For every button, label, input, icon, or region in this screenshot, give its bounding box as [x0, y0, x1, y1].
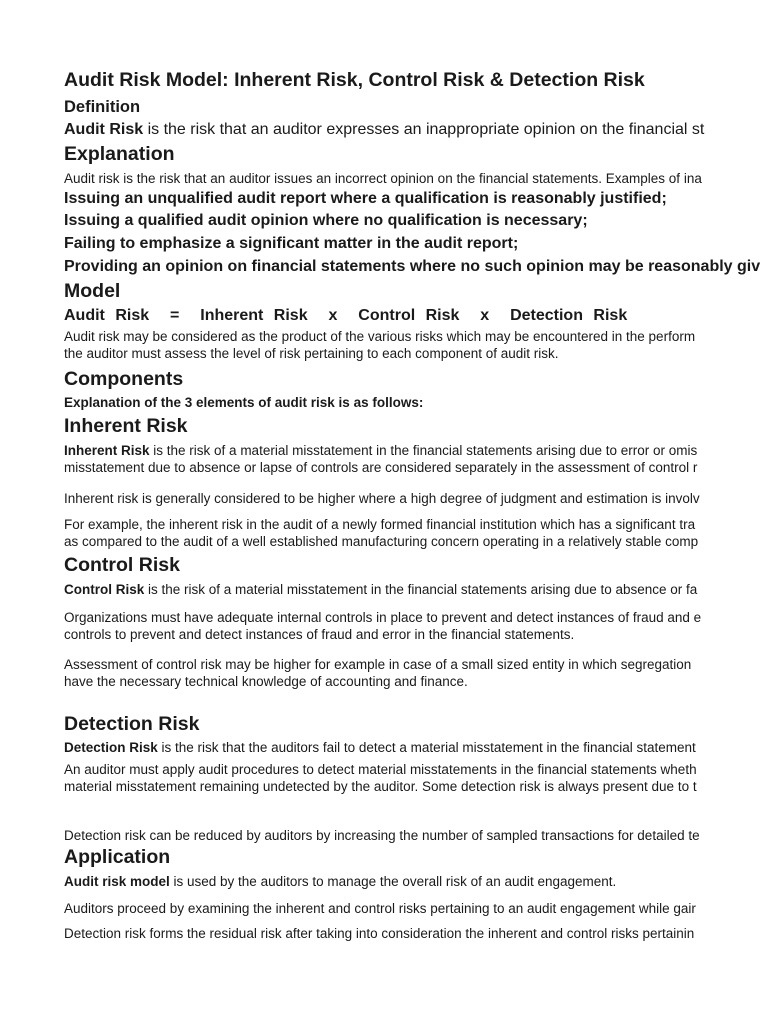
application-text — [64, 874, 616, 889]
control-risk-text-line: controls to prevent and detect instances of fraud and error in the financial statements. — [64, 627, 575, 642]
definition-heading: Definition — [64, 98, 141, 116]
detection-risk-text-line: Detection risk can be reduced by auditors by increasing the number of sampled transactions for detailed te — [64, 828, 700, 843]
inherent-risk-text-line: For example, the inherent risk in the audit of a newly formed financial institution which has a significant tra — [64, 517, 696, 532]
explanation-item: Failing to emphasize a significant matter in the audit report; — [64, 235, 519, 252]
inherent-risk-text-line: misstatement due to absence or lapse of controls are considered separately in the assessment of control r — [64, 460, 698, 475]
explanation-intro: Audit risk is the risk that an auditor issues an incorrect opinion on the financial statements. Examples of ina — [64, 171, 702, 186]
control-risk-term: Control Risk — [64, 582, 145, 597]
control-risk-text-line: Assessment of control risk may be higher for example in case of a small sized entity in which segregation — [64, 657, 692, 672]
control-risk-text-line: Organizations must have adequate internal controls in place to prevent and detect instances of fraud and e — [64, 610, 702, 625]
components-heading: Components — [64, 368, 184, 390]
control-risk-body: is the risk of a material misstatement in the financial statements arising due to absence or fa — [144, 582, 698, 597]
explanation-item: Providing an opinion on financial statements where no such opinion may be reasonably giv — [64, 258, 761, 275]
model-text-line: Audit risk may be considered as the product of the various risks which may be encountered in the perform — [64, 329, 696, 344]
application-text-line: Detection risk forms the residual risk after taking into consideration the inherent and control risks pertainin — [64, 926, 695, 941]
definition-text — [64, 121, 704, 139]
inherent-risk-text-line: as compared to the audit of a well established manufacturing concern operating in a relatively stable comp — [64, 534, 699, 549]
model-heading: Model — [64, 280, 121, 302]
document-page — [64, 0, 768, 1024]
inherent-risk-text — [64, 443, 697, 458]
application-term: Audit risk model — [64, 874, 170, 889]
explanation-item: Issuing a qualified audit opinion where no qualification is necessary; — [64, 212, 588, 229]
model-text-line: the auditor must assess the level of risk pertaining to each component of audit risk. — [64, 346, 559, 361]
control-risk-heading: Control Risk — [64, 554, 180, 576]
inherent-risk-term: Inherent Risk — [64, 443, 150, 458]
explanation-item: Issuing an unqualified audit report where a qualification is reasonably justified; — [64, 190, 667, 207]
page-title: Audit Risk Model: Inherent Risk, Control Risk & Detection Risk — [64, 69, 645, 91]
control-risk-text — [64, 582, 697, 597]
components-subtext: Explanation of the 3 elements of audit risk is as follows: — [64, 395, 424, 410]
detection-risk-body: is the risk that the auditors fail to detect a material misstatement in the financial statement — [157, 740, 696, 755]
definition-term: Audit Risk — [64, 121, 144, 138]
detection-risk-heading: Detection Risk — [64, 713, 200, 735]
inherent-risk-text-line: Inherent risk is generally considered to be higher where a high degree of judgment and estimation is involv — [64, 491, 700, 506]
application-heading: Application — [64, 846, 171, 868]
detection-risk-text-line: An auditor must apply audit procedures to detect material misstatements in the financial statements wheth — [64, 762, 697, 777]
inherent-risk-heading: Inherent Risk — [64, 415, 188, 437]
audit-risk-formula: Audit Risk = Inherent Risk x Control Risk x Detection Risk — [64, 307, 628, 324]
explanation-heading: Explanation — [64, 143, 175, 165]
definition-body: is the risk that an auditor expresses an inappropriate opinion on the financial st — [143, 121, 705, 138]
application-body: is used by the auditors to manage the overall risk of an audit engagement. — [169, 874, 617, 889]
application-text-line: Auditors proceed by examining the inherent and control risks pertaining to an audit engagement while gair — [64, 901, 696, 916]
detection-risk-text — [64, 740, 696, 755]
detection-risk-text-line: material misstatement remaining undetected by the auditor. Some detection risk is always present due to t — [64, 779, 697, 794]
inherent-risk-body: is the risk of a material misstatement in the financial statements arising due to error or omis — [149, 443, 698, 458]
detection-risk-term: Detection Risk — [64, 740, 158, 755]
control-risk-text-line: have the necessary technical knowledge of accounting and finance. — [64, 674, 468, 689]
